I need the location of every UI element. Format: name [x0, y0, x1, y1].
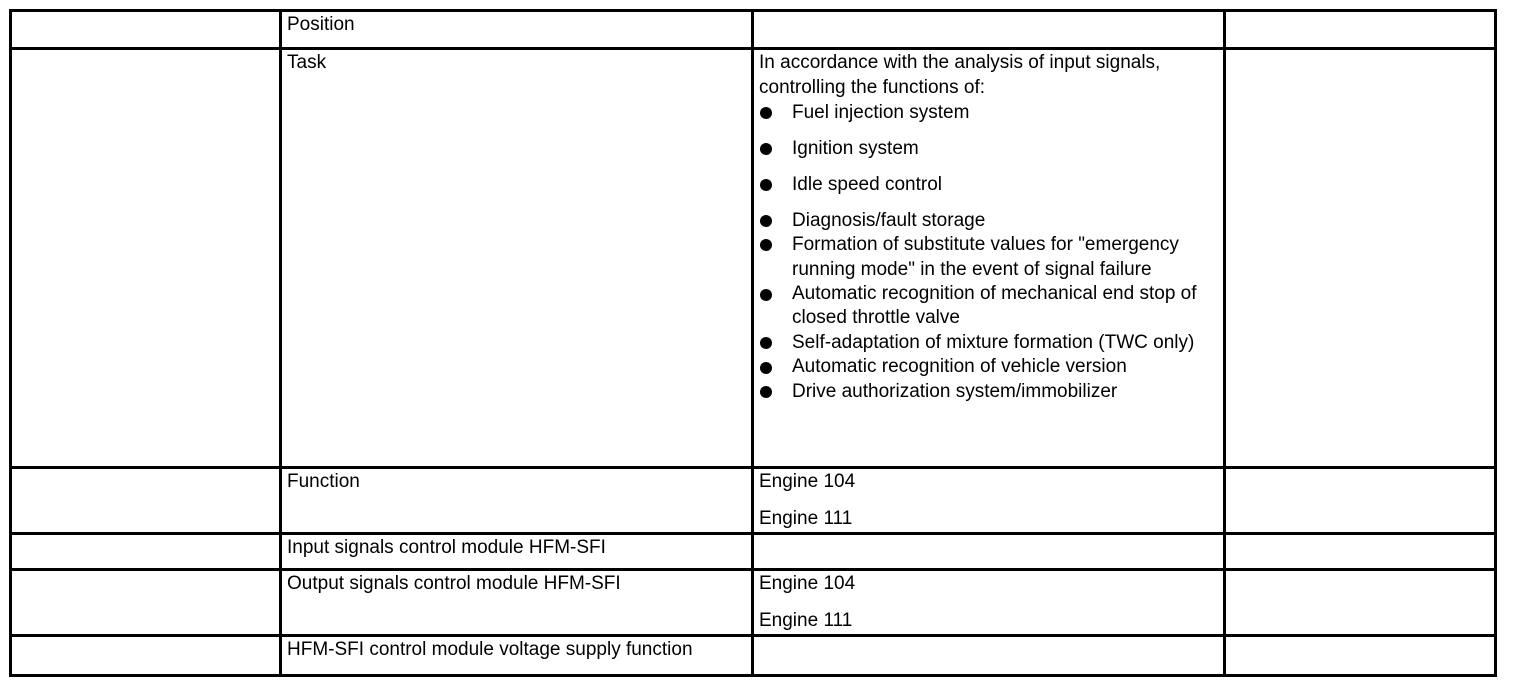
- list-item: [759, 208, 1223, 233]
- empty-cell: [753, 533, 1225, 570]
- empty-cell: [11, 48, 281, 467]
- table-row-voltage-supply: [11, 636, 1496, 676]
- bullet-icon: [760, 386, 772, 398]
- output-signals-values: [753, 570, 1225, 636]
- voltage-supply-label: HFM-SFI control module voltage supply function: [281, 636, 753, 676]
- list-item: [759, 232, 1223, 282]
- list-item-text: Drive authorization system/immobilizer: [792, 380, 1118, 402]
- list-item-text: Self-adaptation of mixture formation (TWC only): [792, 331, 1195, 353]
- list-item: [759, 330, 1223, 355]
- empty-cell: [11, 533, 281, 570]
- empty-cell: [1225, 636, 1496, 676]
- list-item: [759, 282, 1223, 330]
- list-item-text: Automatic recognition of vehicle version: [792, 355, 1127, 377]
- input-signals-label: Input signals control module HFM-SFI: [281, 533, 753, 570]
- bullet-icon: [760, 362, 772, 374]
- empty-cell: [753, 11, 1225, 49]
- list-item: [759, 355, 1223, 379]
- bullet-icon: [760, 107, 772, 119]
- empty-cell: [1225, 467, 1496, 533]
- empty-cell: [11, 467, 281, 533]
- function-values: [753, 467, 1225, 533]
- table-row-task: [11, 48, 1496, 467]
- empty-cell: [11, 570, 281, 636]
- empty-cell: [1225, 48, 1496, 467]
- task-description: [753, 48, 1225, 467]
- bullet-icon: [760, 337, 772, 349]
- table-row-function: [11, 467, 1496, 533]
- empty-cell: [11, 636, 281, 676]
- engine-value: Engine 104: [759, 573, 856, 595]
- empty-cell: [1225, 570, 1496, 636]
- empty-cell: [1225, 533, 1496, 570]
- bullet-icon: [760, 143, 772, 155]
- engine-value: Engine 111: [759, 610, 853, 632]
- bullet-icon: [760, 239, 772, 251]
- list-item-text: Fuel injection system: [792, 101, 970, 123]
- function-label: Function: [281, 467, 753, 533]
- task-label: Task: [281, 48, 753, 467]
- list-item-text: Formation of substitute values for "emergency running mode" in the event of signal failure: [792, 233, 1179, 280]
- engine-value: Engine 104: [759, 470, 856, 492]
- output-signals-label: Output signals control module HFM-SFI: [281, 570, 753, 636]
- task-intro: In accordance with the analysis of input signals, controlling the functions of:: [759, 51, 1161, 98]
- empty-cell: [11, 11, 281, 49]
- bullet-icon: [760, 179, 772, 191]
- list-item: [759, 172, 1223, 197]
- table-row-output-signals: [11, 570, 1496, 636]
- bullet-icon: [760, 289, 772, 301]
- list-item-text: Diagnosis/fault storage: [792, 209, 986, 231]
- bullet-icon: [760, 215, 772, 227]
- list-item: [759, 379, 1223, 404]
- task-list: [759, 100, 1223, 404]
- list-item-text: Automatic recognition of mechanical end stop of closed throttle valve: [792, 282, 1197, 328]
- position-label: Position: [281, 11, 753, 49]
- empty-cell: [1225, 11, 1496, 49]
- table-row-position: [11, 11, 1496, 49]
- empty-cell: [753, 636, 1225, 676]
- list-item-text: Ignition system: [792, 137, 919, 159]
- engine-value: Engine 111: [759, 507, 853, 529]
- document-table: [9, 9, 1497, 677]
- table-row-input-signals: [11, 533, 1496, 570]
- list-item: [759, 136, 1223, 161]
- list-item: [759, 100, 1223, 125]
- list-item-text: Idle speed control: [792, 173, 942, 195]
